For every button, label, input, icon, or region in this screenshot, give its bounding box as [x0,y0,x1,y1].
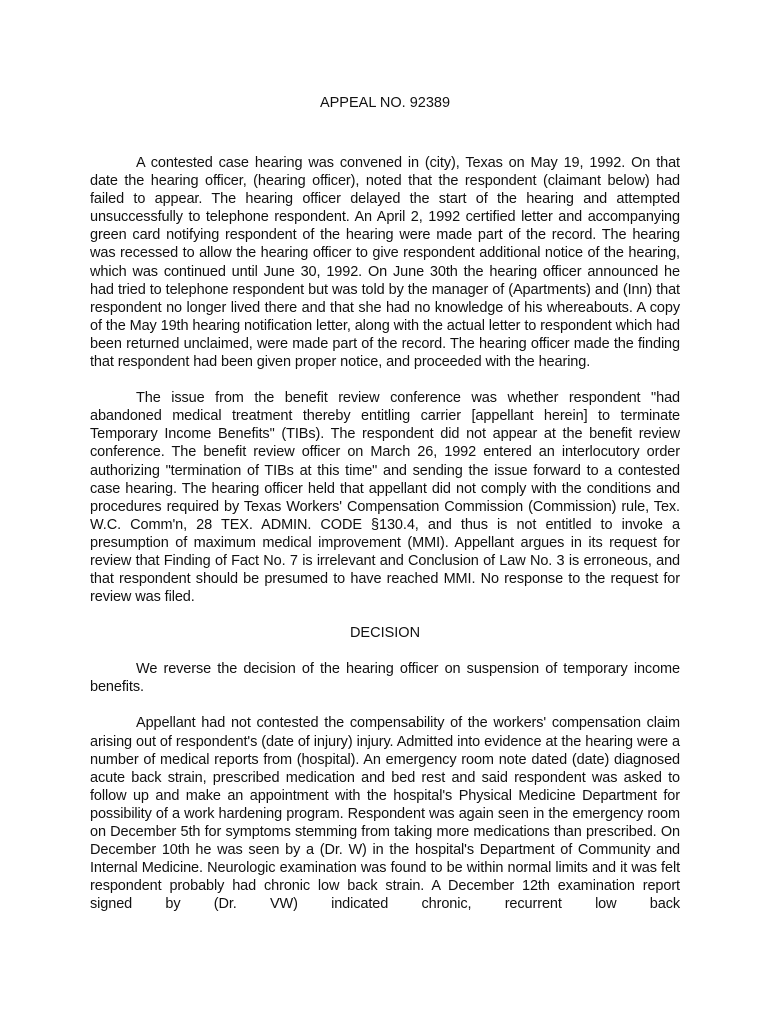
decision-heading: DECISION [349,625,421,642]
paragraph-medical-history: Appellant had not contested the compensability of the workers' compensation claim arising out of respondent's (date of injury) injury. Admitted into evidence at the hearing were a number of medical reports from (hospital). An emergency room note dated (date) diagnosed acute back strain, prescribed medication and bed rest and said respondent was asked to follow up and make an appointment with the hospital's Physical Medicine Department for possibility of a work hardening program. Respondent was again seen in the emergency room on December 5th for symptoms stemming from taking more medications than prescribed. On December 10th he was seen by a (Dr. W) in the hospital's Department of Community and Internal Medicine. Neurologic examination was found to be within normal limits and it was felt respondent probably had chronic low back strain. A December 12th examination report signed by (Dr. VW) indicated chronic, recurrent low back [90,715,680,913]
paragraph-hearing-convened: A contested case hearing was convened in (city), Texas on May 19, 1992. On that date the hearing officer, (hearing officer), noted that the respondent (claimant below) had failed to appear. The hearing officer delayed the start of the hearing and attempted unsuccessfully to telephone respondent. An April 2, 1992 certified letter and accompanying green card notifying respondent of the hearing were made part of the record. The hearing was recessed to allow the hearing officer to give respondent additional notice of the hearing, which was continued until June 30, 1992. On June 30th the hearing officer announced he had tried to telephone respondent but was told by the manager of (Apartments) and (Inn) that respondent no longer lived there and that she had no knowledge of his whereabouts. A copy of the May 19th hearing notification letter, along with the actual letter to respondent which had been returned unclaimed, were made part of the record. The hearing officer made the finding that respondent had been given proper notice, and proceeded with the hearing. [90,155,681,371]
paragraph-issue: The issue from the benefit review conference was whether respondent "had abandoned medical treatment thereby entitling carrier [appellant herein] to terminate Temporary Income Benefits" (TIBs). The respondent did not appear at the benefit review conference. The benefit review officer on March 26, 1992 entered an interlocutory order authorizing "termination of TIBs at this time" and sending the issue forward to a contested case hearing. The hearing officer held that appellant did not comply with the conditions and procedures required by Texas Workers' Compensation Commission (Commission) rule, Tex. W.C. Comm'n, 28 TEX. ADMIN. CODE §130.4, and thus is not entitled to invoke a presumption of maximum medical improvement (MMI). Appellant argues in its request for review that Finding of Fact No. 7 is irrelevant and Conclusion of Law No. 3 is erroneous, and that respondent should be presumed to have reached MMI. No response to the request for review was filed. [90,390,680,606]
document-title: APPEAL NO. 92389 [319,95,451,111]
paragraph-decision: We reverse the decision of the hearing officer on suspension of temporary income benefits. [90,661,680,696]
